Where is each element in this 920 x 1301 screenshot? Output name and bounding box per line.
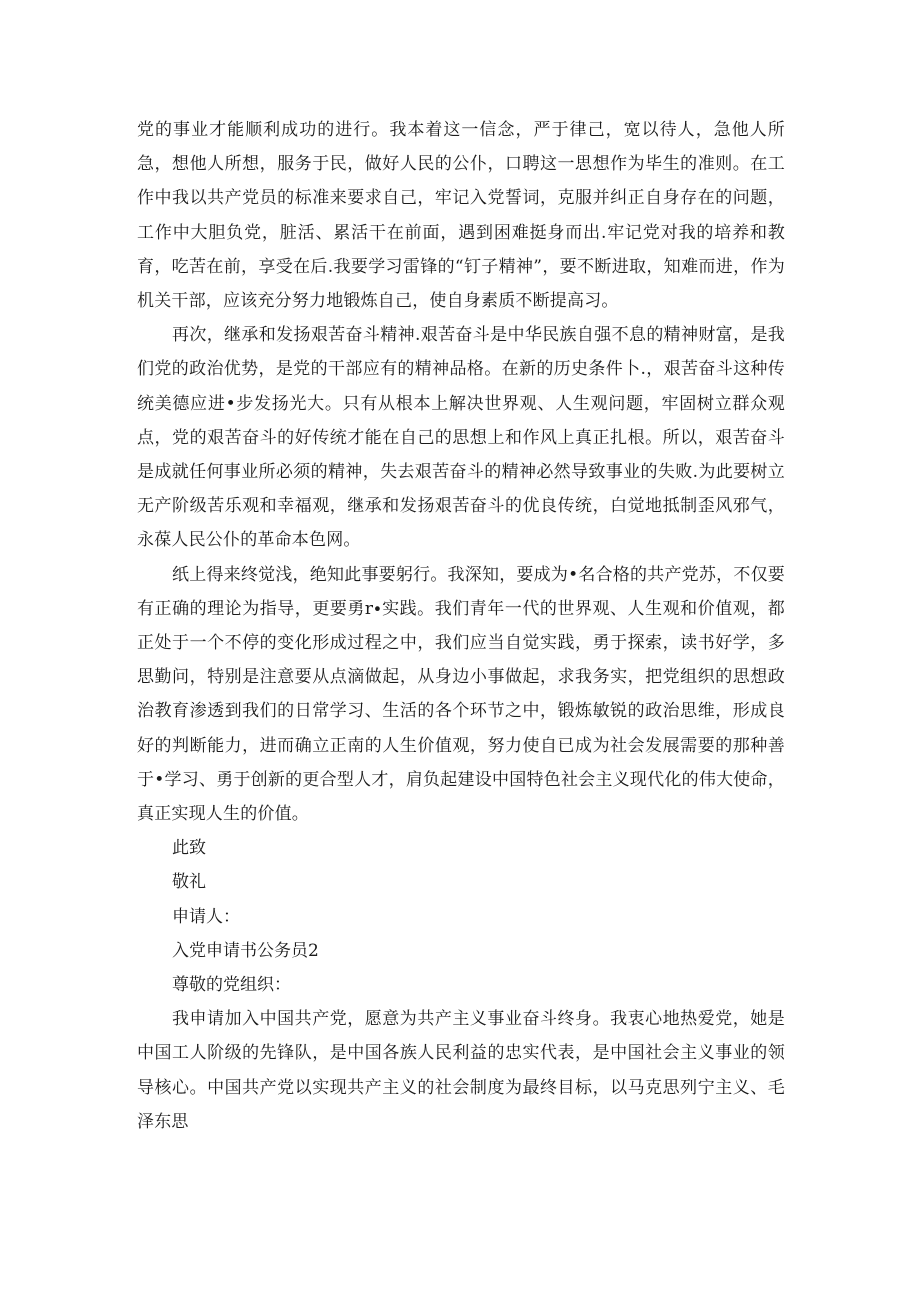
second-letter-body: 我申请加入中国共产党，愿意为共产主义事业奋斗终身。我衷心地热爱党，她是中国工人阶级的先锋队，是中国各族人民利益的忠实代表，是中国社会主义事业的领导核心。中国共产党以实现共产主义的社会制度为最终目标，以马克思列宁主义、毛泽东思 [137,1009,785,1132]
salutation-line-1: 此致 [172,838,206,859]
applicant-label: 申请人： [172,906,240,927]
document-page [137,113,785,1139]
paragraph-2: 再次，继承和发扬艰苦奋斗精神.艰苦奋斗是中华民族自强不息的精神财富，是我们党的政治优势，是党的干部应有的精神品格。在新的历史条件卜.，艰苦奋斗这种传统美德应进•步发扬光大。只有从根本上解决世界观、人生观问题，牢固树立群众观点，党的艰苦奋斗的好传统才能在自己的思想上和作风上真正扎根。所以，艰苦奋斗是成就任何事业所必须的精神，失去艰苦奋斗的精神必然导致事业的失败.为此要树立无产阶级苦乐观和幸福观，继承和发扬艰苦奋斗的优良传统，白觉地抵制歪风邪气，永葆人民公仆的革命本色网。 [137,325,785,551]
second-letter-greeting: 尊敬的党组织： [172,975,291,996]
salutation-line-2: 敬礼 [172,872,206,893]
paragraph-1: 党的事业才能顺利成功的进行。我本着这一信念，严于律己，宽以待人，急他人所急，想他人所想，服务于民，做好人民的公仆，口聘这一思想作为毕生的准则。在工作中我以共产党员的标准来要求自己，牢记入党誓词，克服并纠正自身存在的问题，工作中大胆负党，脏活、累活干在前面，遇到困难挺身而出.牢记党对我的培养和教育，吃苦在前，享受在后.我要学习雷锋的“钉子精神”，要不断进取，知难而进，作为机关干部，应该充分努力地锻炼自己，使自身素质不断提高习。 [137,120,785,312]
second-letter-title: 入党申请书公务员2 [172,940,319,961]
paragraph-3: 纸上得来终觉浅，绝知此事要躬行。我深知，要成为•名合格的共产党苏，不仅要有正确的理论为指导，更要勇r∙实践。我们青年一代的世界观、人生观和价值观，都正处于一个不停的变化形成过程之中，我们应当自觉实践，勇于探索，读书好学，多思勤问，特别是注意要从点滴做起，从身边小事做起，求我务实，把党组织的思想政治教育渗透到我们的日常学习、生活的各个环节之中，锻炼敏锐的政治思维，形成良好的判断能力，进而确立正南的人生价值观，努力使自已成为社会发展需要的那种善于•学习、勇于创新的更合型人才，肩负起建设中国特色社会主义现代化的伟大使命，真正实现人生的价值。 [137,564,785,825]
